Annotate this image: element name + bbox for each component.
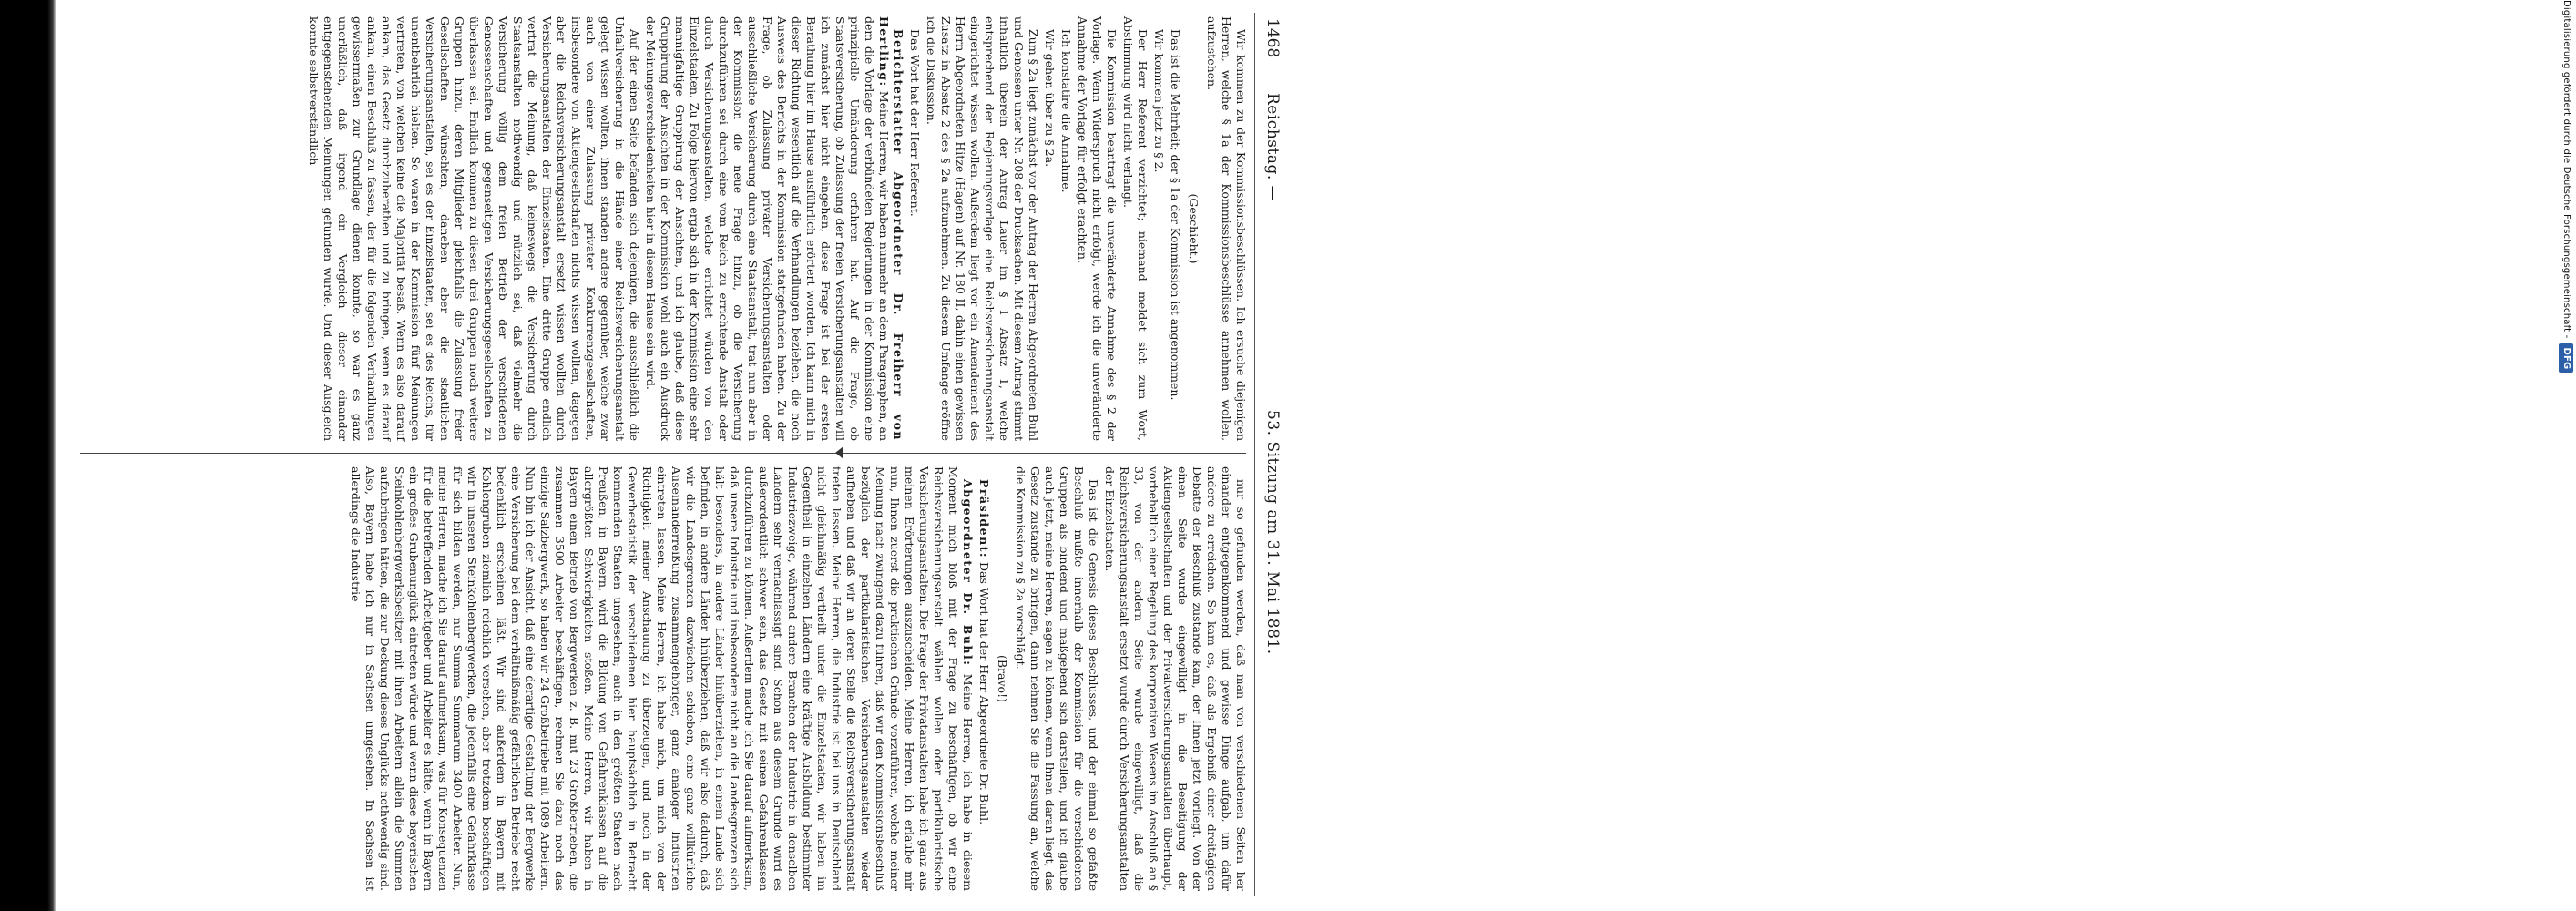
speech-paragraph xyxy=(976,466,991,891)
speaker-name: Berichterstatter Abgeordneter Dr. Freiherr von Hertling: xyxy=(877,16,905,441)
right-column xyxy=(73,466,1248,891)
speech-text: Meine Herren, wir haben nunmehr an dem Paragraphen, an dem die Vorlage der verbündeten Regierungen in der Kommission eine prinzipielle Umänderung erfahren hat. Auf die Frage, ob Staatsversicherung, ob Zulassung der freien Versicherungsanstalten will ich zunächst hier nicht eingehen, diese Frage ist bei der ersten Berathung hier im Hause ausführlich erörtert worden. Ich kann mich in dieser Richtung wesentlich auf die Verhandlungen beziehen, die noch Ausweis des Berichts in der Kommission stattgefunden haben. Zu der Frage, ob Zulassung privater Versicherungsanstalten oder ausschließliche Versicherung durch eine Staatsanstalt, trat nun aber in der Kommission die neue Frage hinzu, ob die Versicherung durchzuführen sei durch eine vom Reich zu errichtende Anstalt oder durch Versicherungsanstalten, welche errichtet würden von den Einzelstaaten. Zu Folge hiervon ergab sich in der Kommission eine sehr mannigfaltige Gruppirung der Ansichten, und ich glaube, daß diese Gruppirung der Ansichten in der Kommission wohl auch ein Ausdruck der Meinungsverschiedenheiten hier in diesem Hause sein wird. xyxy=(644,16,891,441)
dfg-logo: DFG xyxy=(2559,343,2573,373)
speech-text: Das Wort hat der Herr Abgeordnete Dr. Buhl. xyxy=(977,562,991,825)
credit-text: Digitalisierung gefördert durch die Deutsche Forschungsgemeinschaft - xyxy=(2561,0,2571,339)
interjection: (Geschieht.) xyxy=(1187,193,1201,264)
header-rule xyxy=(1254,13,1255,896)
rotated-page-content xyxy=(56,0,1295,911)
paragraph: Das Wort hat der Herr Referent. xyxy=(908,29,922,217)
paragraph: Ich konstatire die Annahme. xyxy=(1059,29,1073,193)
scan-dark-edge xyxy=(0,0,56,911)
speaker-name: Abgeordneter Dr. Buhl: xyxy=(961,479,975,667)
digitization-credit xyxy=(1275,0,2571,911)
paragraph: Wir gehen über zu § 2a. xyxy=(1043,29,1057,168)
speech-paragraph xyxy=(643,16,905,441)
page-number: 1468 xyxy=(1263,18,1282,58)
speaker-name: Präsident: xyxy=(977,479,991,559)
running-title-session: 53. Sitzung am 31. Mai 1881. xyxy=(1263,410,1282,655)
credit-line xyxy=(2556,0,2576,911)
interjection: (Bravo!) xyxy=(996,655,1009,702)
document-page xyxy=(56,0,1295,911)
paragraph: Wir kommen zu der Kommissionsbeschlüssen. Ich ersuche diejenigen Herren, welche § 1a der Kommissionsbeschlüsse annehmen wollen, aufzustehen. xyxy=(1205,16,1248,441)
running-title-left: Reichstag. — xyxy=(1263,93,1282,202)
speech-text: Meine Herren, ich habe in diesem Moment mich bloß mit der Frage zu beschäftigen, ob wir eine Reichsversicherungsanstalt wählen wollen oder partikularistische Versicherungsanstalten. Die Frage der Privatanstalten habe ich ganz aus meinen Erörterungen auszuscheiden. Meine Herren, ich erlaube mir nun, Ihnen zuerst die praktischen Gründe vorzuführen, welche meiner Meinung nach zwingend dazu führen, daß wir den Kommissionsbeschluß bezüglich der partikularistischen Versicherungsanstalten wieder aufheben und daß wir an deren Stelle die Reichsversicherungsanstalt treten lassen. Meine Herren, die Industrie ist bei uns in Deutschland nicht gleichmäßig vertheilt unter die Einzelstaaten, wir haben im Gegentheil in einzelnen Ländern eine kräftige Ausbildung bestimmter Industriezweige, während andere Branchen der Industrie in denselben Ländern sehr vernachlässigt sind. Schon aus diesem Grunde wird es außerordentlich schwer sein, das Gesetz mit seinen Gefahrenklassen durchzuführen zu können. Außerdem mache ich Sie darauf aufmerksam, daß unsere Industrie und insbesondere nicht an die Landesgrenzen sich hält besonders, in andere Länder hinüberziehen, in einem Lande sich befinden, in andere Länder hinüberziehen, daß wir also dadurch, daß wir die Landesgrenzen dazwischen schieben, eine ganz willkürliche Auseinanderreißung zusammengehöriger, ganz analoger Industrien eintreten lassen. Meine Herren, ich habe mich, um mich von der Richtigkeit meiner Anschauung zu überzeugen, und noch in der Gewerbestatistik der verschiedenen hier hauptsächlich in Betracht kommenden Staaten umgesehen; auch in den größten Staaten nach Preußen, in Bayern, wird die Bildung von Gefahrenklassen auf die allergrößten Schwierigkeiten stoßen. Meine Herren, wir haben in Bayern einen Betrieb von Bergwerken z. B. mit 23 Großbetrieben, die zusammen 3500 Arbeiter beschäftigen, rechnen Sie dazu noch das einzige Salzbergwerk, so haben wir 24 Großbetriebe mit 1089 Arbeitern. Nun bin ich der Ansicht, daß eine derartige Gestaltung der Bergwerke eine Versicherung bei dem verhältnißmäßig gefährlichen Betriebe recht bedenklich erscheinen läßt. Wir sind außerdem in Bayern mit Kohlengruben ziemlich reichlich versehen, aber trotzdem beschäftigen wir in unseren Steinkohlenbergwerken, die jedenfalls eine Gefahrklasse für sich bilden werden, nur Summa Summarum 3400 Arbeiter. Nun, meine Herren, mache ich Sie darauf aufmerksam, was für Konsequenzen für die betreffenden Arbeitgeber und Arbeiter es hätte, wenn in Bayern ein großes Grubenunglück eintreten würde und wenn diese bayerischen Steinkohlenbergwerksbesitzer mit ihren Arbeitern allein die Summen aufzubringen hätten, die zur Deckung dieses Unglücks nothwendig sind. Also, Bayern habe ich nur in Sachsen umgesehen. In Sachsen ist allerdings die Industrie xyxy=(349,466,975,891)
paragraph: Der Herr Referent verzichtet; niemand meldet sich zum Wort, Abstimmung wird nicht verlangt. xyxy=(1121,16,1150,441)
speech-paragraph xyxy=(348,466,975,891)
column-divider xyxy=(80,453,1246,454)
paragraph: Zum § 2a liegt zunächst vor der Antrag der Herren Abgeordneten Buhl und Genossen unter Nr. 208 der Drucksachen. Mit diesem Antrag stimmt inhaltlich überein der Antrag Lauer im § 1 Absatz 1, welche entsprechend der Regierungsvorlage eine Reichsversicherungsanstalt eingerichtet wissen wollen. Außerdem liegt vor ein Amendement des Herrn Abgeordneten Hitze (Hagen) auf Nr. 180 II, dahin einen gewissen Zusatz in Absatz 2 des § 2a aufzunehmen. Zu diesem Umfange eröffne ich die Diskussion. xyxy=(925,16,1040,441)
paragraph: nur so gefunden werden, daß man von verschiedenen Seiten her einander entgegenkommend und gewisse Dinge aufgab, um dafür andere zu erreichen. So kam es, daß als Ergebniß einer dreitägigen Debatte der Beschluß zustande kam, der Ihnen jetzt vorliegt. Von der einen Seite wurde eingewilligt in die Beseitigung der Aktiengesellschaften und der Privatversicherungsanstalten überhaupt, vorbehaltlich einer Regelung des korporativen Wesens im Anschluß an § 33, von der andern Seite wurde eingewilligt, daß die Reichsversicherungsanstalt ersetzt wurde durch Versicherungsanstalten der Einzelstaaten. xyxy=(1103,466,1248,891)
paragraph: Auf der einen Seite befanden sich diejenigen, die ausschließlich die Unfallversicherung in die Hände einer Reichsversicherungsanstalt gelegt wissen wollten, ihnen standen andere gegenüber, welche zwar auch von einer Zulassung privater Konkurrenzgesellschaften, insbesondere von Aktiengesellschaften nichts wissen wollten, dagegen aber die Reichsversicherungsanstalt ersetzt wissen wollten durch Versicherungsanstalten der Einzelstaaten. Eine dritte Gruppe endlich vertrat die Meinung, daß keineswegs die Versicherung durch Staatsanstalten nothwendig und nützlich sei, daß vielmehr die Versicherung völlig dem freien Betrieb der verschiedenen Genossenschaften und gegenseitigen Versicherungsgesellschaften zu überlassen sei. Endlich kommen zu diesen drei Gruppen noch weitere Gruppen hinzu, deren Mitglieder gleichfalls die Zulassung freier Gesellschaften wünschten, daneben aber die staatlichen Versicherungsanstalten, sei es der Einzelstaaten, sei es des Reichs, für unentbehrlich hielten. So waren in der Kommission fünf Meinungen vertreten, von welchen keine die Majorität besaß. Wenn es also darauf ankam, das Gesetz durchzuberathen und zu bringen, wenn es darauf ankam, einen Beschluß zu fassen, der für die folgenden Verhandlungen gewissermaßen zur Grundlage dienen konnte, so war es ganz unerläßlich, daß irgend ein Vergleich dieser einander entgegenstehenden Meinungen gefunden wurde. Und dieser Ausgleich konnte selbstverständlich xyxy=(307,16,641,441)
column-divider-mark xyxy=(835,446,843,459)
left-column xyxy=(73,16,1248,441)
paragraph: Die Kommission beantragt die unveränderte Annahme des § 2 der Vorlage. Wenn Widerspruch nicht erfolgt, werde ich die unveränderte Annahme der Vorlage für erfolgt erachten. xyxy=(1076,16,1119,441)
paragraph: Wir kommen jetzt zu § 2. xyxy=(1152,29,1166,173)
paragraph: Das ist die Genesis dieses Beschlusses, und der einmal so gefaßte Beschluß mußte innerhalb der Kommission für die verschiedenen Gruppen als bindend und maßgebend sich darstellen, und ich glaube auch jetzt, meine Herren, sagen zu können, wenn Ihnen daran liegt, das Gesetz zustande zu bringen, dann nehmen Sie die Fassung an, welche die Kommission zu § 2a vorschlägt. xyxy=(1014,466,1100,891)
paragraph: Das ist die Mehrheit; der § 1a der Kommission ist angenommen. xyxy=(1169,29,1182,401)
